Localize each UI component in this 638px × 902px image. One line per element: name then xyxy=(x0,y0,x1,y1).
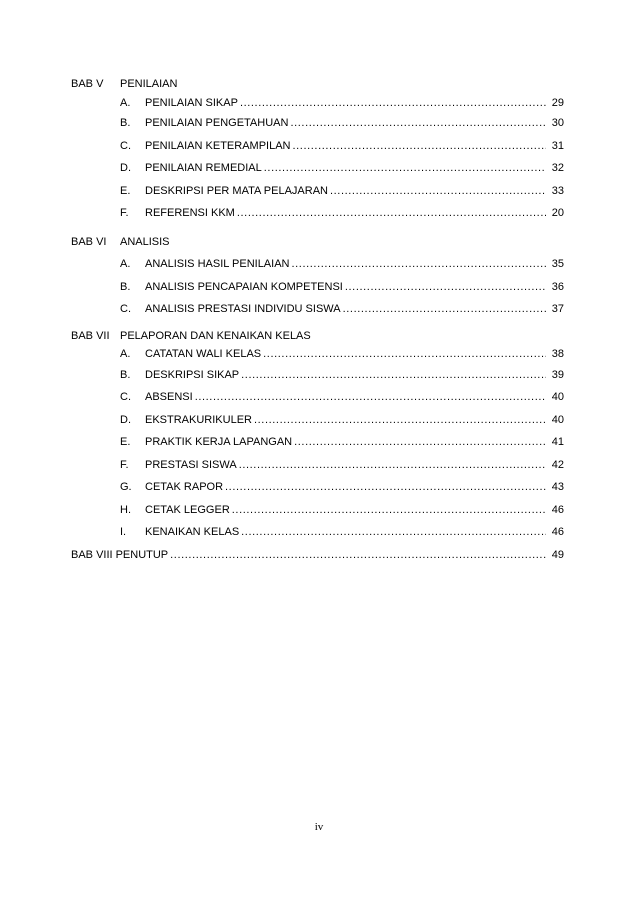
dot-leader xyxy=(290,117,546,129)
dot-leader xyxy=(232,504,546,516)
toc-entry[interactable] xyxy=(71,253,564,276)
entry-letter: F. xyxy=(120,458,129,471)
toc-entry[interactable] xyxy=(71,276,564,299)
toc-entry[interactable] xyxy=(71,180,564,203)
toc-entry[interactable] xyxy=(71,386,564,409)
entry-letter: E. xyxy=(120,184,131,197)
entry-title: PRESTASI SISWA xyxy=(145,458,237,471)
entry-title: REFERENSI KKM xyxy=(145,207,235,220)
dot-leader xyxy=(264,162,546,174)
entry-page-number: 46 xyxy=(551,526,564,539)
entry-page-number: 30 xyxy=(551,117,564,130)
entry-title: CETAK RAPOR xyxy=(145,481,224,494)
entry-page-number: 40 xyxy=(551,413,564,426)
entry-title: PRAKTIK KERJA LAPANGAN xyxy=(145,436,293,449)
entry-letter: C. xyxy=(120,139,131,152)
chapter-title: PELAPORAN DAN KENAIKAN KELAS xyxy=(120,329,311,342)
dot-leader xyxy=(293,140,547,152)
entry-letter: H. xyxy=(120,503,131,516)
entry-letter: C. xyxy=(120,303,131,316)
entry-page-number: 32 xyxy=(551,162,564,175)
entry-title: PENILAIAN PENGETAHUAN xyxy=(145,117,289,130)
dot-leader xyxy=(330,185,546,197)
toc-entry[interactable] xyxy=(71,431,564,454)
dot-leader xyxy=(239,459,546,471)
entry-page-number: 36 xyxy=(551,280,564,293)
entry-page-number: 40 xyxy=(551,391,564,404)
entry-page-number: 49 xyxy=(551,548,564,561)
toc-entry[interactable] xyxy=(71,202,564,225)
toc-entry[interactable] xyxy=(71,409,564,432)
entry-page-number: 46 xyxy=(551,503,564,516)
entry-letter: F. xyxy=(120,207,129,220)
toc-entry[interactable] xyxy=(71,135,564,158)
chapter-heading-bab-v xyxy=(71,75,564,93)
dot-leader xyxy=(241,526,546,538)
entry-title: PENILAIAN SIKAP xyxy=(145,96,238,109)
entry-title: PENILAIAN REMEDIAL xyxy=(145,162,262,175)
chapter-label: BAB V xyxy=(71,78,104,90)
entry-page-number: 31 xyxy=(551,139,564,152)
entry-page-number: 37 xyxy=(551,303,564,316)
dot-leader xyxy=(294,436,546,448)
entry-title: KENAIKAN KELAS xyxy=(145,526,240,539)
entry-page-number: 20 xyxy=(551,207,564,220)
entry-title: ANALISIS PENCAPAIAN KOMPETENSI xyxy=(145,280,343,293)
entry-letter: G. xyxy=(120,481,132,494)
chapter-label: BAB VI xyxy=(71,235,107,248)
chapter-heading-bab-vii xyxy=(71,327,564,345)
toc-entry[interactable] xyxy=(71,93,564,112)
entry-letter: D. xyxy=(120,162,131,175)
dot-leader xyxy=(263,348,546,360)
entry-title: CATATAN WALI KELAS xyxy=(145,348,262,360)
entry-title: CETAK LEGGER xyxy=(145,503,230,516)
chapter-label: BAB VII xyxy=(71,329,110,342)
entry-page-number: 42 xyxy=(551,458,564,471)
dot-leader xyxy=(254,414,546,426)
entry-letter: C. xyxy=(120,391,131,404)
page-number: iv xyxy=(314,821,324,833)
entry-letter: B. xyxy=(120,368,131,381)
chapter-label: BAB VIII xyxy=(71,548,113,561)
entry-page-number: 33 xyxy=(551,184,564,197)
entry-title: DESKRIPSI SIKAP xyxy=(145,368,240,381)
toc-entry[interactable] xyxy=(71,454,564,477)
entry-letter: B. xyxy=(120,117,131,130)
entry-title: ANALISIS PRESTASI INDIVIDU SISWA xyxy=(145,303,341,316)
dot-leader xyxy=(225,481,546,493)
toc-entry[interactable] xyxy=(71,112,564,135)
table-of-contents xyxy=(71,75,564,566)
toc-entry[interactable] xyxy=(71,521,564,544)
chapter-title: PENUTUP xyxy=(115,548,169,561)
toc-entry[interactable] xyxy=(71,298,564,321)
dot-leader xyxy=(343,303,546,315)
toc-entry[interactable] xyxy=(71,499,564,522)
entry-title: PENILAIAN KETERAMPILAN xyxy=(145,139,291,152)
entry-page-number: 29 xyxy=(551,96,564,109)
dot-leader xyxy=(345,281,546,293)
entry-page-number: 38 xyxy=(551,348,564,360)
entry-title: ANALISIS HASIL PENILAIAN xyxy=(145,258,290,271)
chapter-title: ANALISIS xyxy=(120,235,170,248)
entry-page-number: 39 xyxy=(551,368,564,381)
dot-leader xyxy=(291,258,546,270)
entry-title: ABSENSI xyxy=(145,391,193,404)
entry-letter: A. xyxy=(120,258,131,271)
entry-title: EKSTRAKURIKULER xyxy=(145,413,252,426)
entry-letter: E. xyxy=(120,436,131,449)
entry-page-number: 41 xyxy=(551,436,564,449)
entry-letter: A. xyxy=(120,96,131,109)
entry-page-number: 43 xyxy=(551,481,564,494)
toc-entry[interactable] xyxy=(71,345,564,364)
dot-leader xyxy=(241,369,546,381)
chapter-heading-bab-vi xyxy=(71,231,564,254)
entry-letter: A. xyxy=(120,348,131,360)
toc-entry[interactable] xyxy=(71,476,564,499)
entry-page-number: 35 xyxy=(551,258,564,271)
dot-leader xyxy=(240,97,546,109)
entry-letter: D. xyxy=(120,413,131,426)
entry-letter: I. xyxy=(120,526,127,539)
dot-leader xyxy=(237,207,546,219)
entry-letter: B. xyxy=(120,280,131,293)
dot-leader xyxy=(195,391,546,403)
chapter-title: PENILAIAN xyxy=(120,78,178,90)
entry-title: DESKRIPSI PER MATA PELAJARAN xyxy=(145,184,328,197)
toc-entry-bab-viii[interactable] xyxy=(71,544,564,567)
dot-leader xyxy=(170,549,546,561)
toc-entry[interactable] xyxy=(71,364,564,387)
toc-entry[interactable] xyxy=(71,157,564,180)
